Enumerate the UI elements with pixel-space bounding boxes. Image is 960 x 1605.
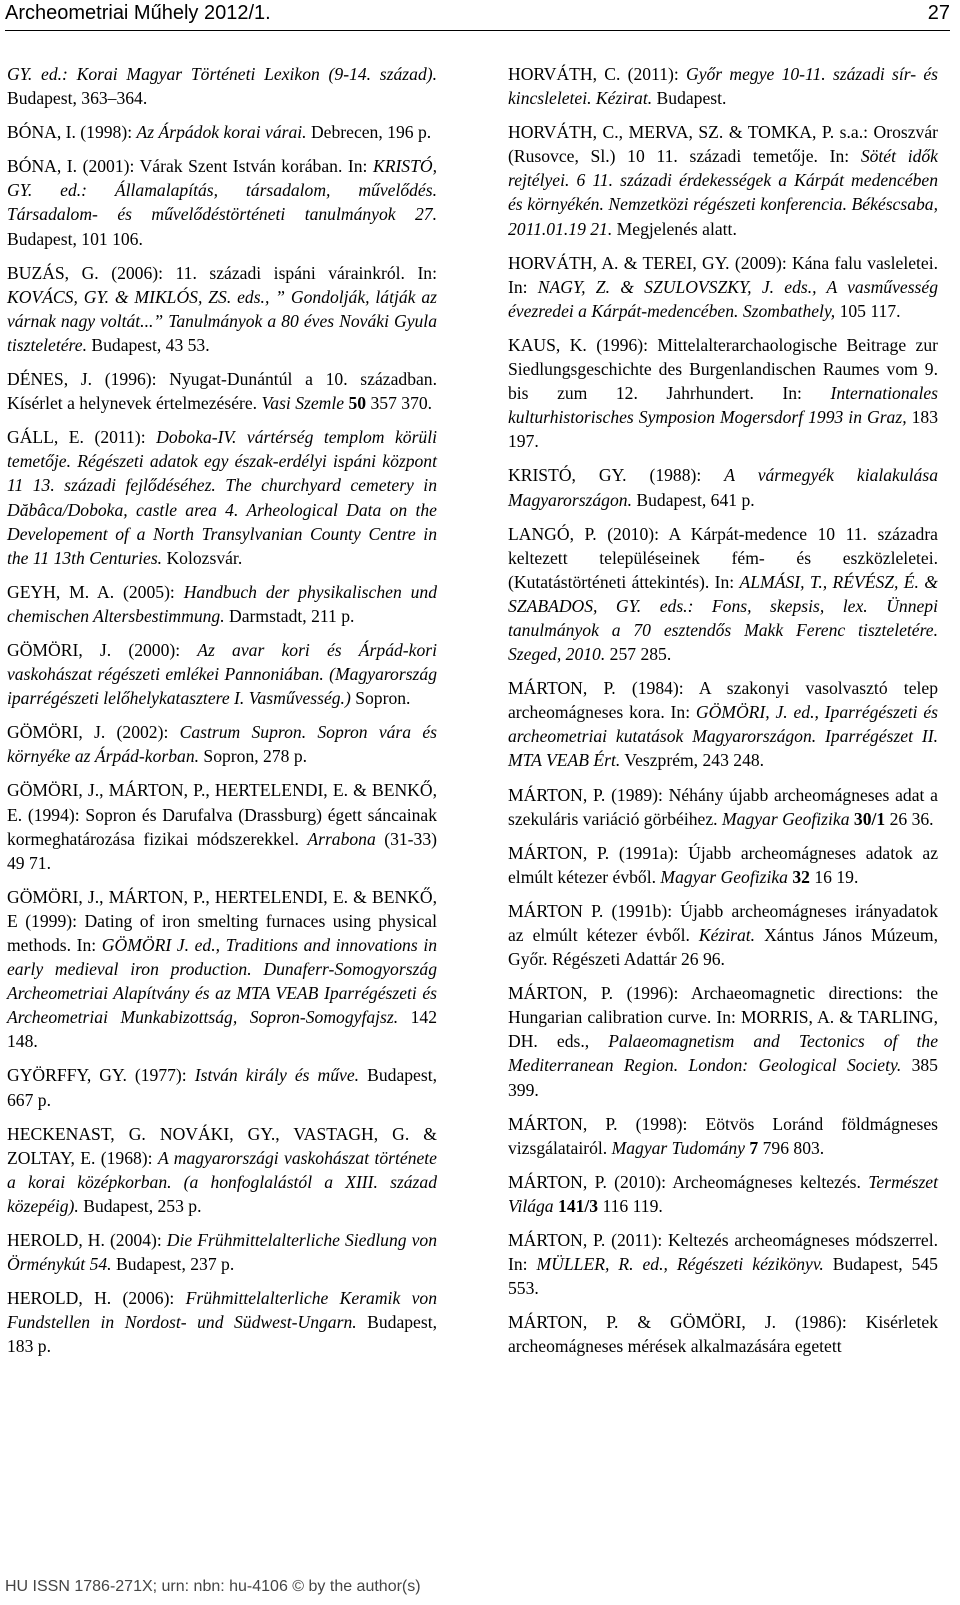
reference-text: HEROLD, H. (2006): bbox=[7, 1288, 186, 1309]
reference-text: Budapest, 183 p. bbox=[7, 1312, 437, 1357]
reference-entry bbox=[508, 120, 938, 240]
reference-entry bbox=[7, 720, 437, 768]
reference-entry bbox=[7, 1286, 437, 1358]
reference-text: A magyarországi vaskohászat története a korai középkorban. (a honfoglalástól a XIII. század közepéig). bbox=[7, 1147, 437, 1216]
reference-entry bbox=[508, 783, 938, 831]
reference-text: 32 bbox=[792, 866, 810, 887]
reference-text: 183 197. bbox=[508, 407, 938, 452]
reference-text: Budapest, 253 p. bbox=[78, 1195, 202, 1216]
reference-text: Magyar Tudomány bbox=[611, 1137, 745, 1158]
reference-text: Magyar Geofizika bbox=[721, 808, 850, 829]
reference-text: DÉNES, J. (1996): Nyugat-Dunántúl a 10. században. Kísérlet a helynevek értelmezésére. bbox=[7, 369, 437, 414]
reference-text: Az Árpádok korai várai. bbox=[136, 122, 307, 143]
header-rule bbox=[5, 30, 950, 31]
reference-entry bbox=[7, 638, 437, 710]
reference-text: 357 370. bbox=[366, 393, 433, 414]
reference-entry bbox=[508, 1112, 938, 1160]
reference-text: Doboka-IV. vártérség templom körüli temetője. Régészeti adatok egy észak-erdélyi ispáni központ 11 13. századi fejlődéséhez. The churchyard cemetery in Dăbâca/Doboka, castle area 4. Arheological Data on the Developement of a North Transylvanian County Centre in the 11 13th Centuries. bbox=[7, 427, 437, 568]
reference-entry bbox=[7, 1063, 437, 1111]
reference-text: Természet Világa bbox=[508, 1171, 938, 1216]
reference-text: Sopron, 278 p. bbox=[199, 746, 308, 767]
reference-text: 141/3 bbox=[558, 1195, 599, 1216]
reference-text: NAGY, Z. & SZULOVSZKY, J. eds., A vasművesség évezredei a Kárpát-medencében. Szombathely, bbox=[508, 276, 938, 321]
reference-text: Die Frühmittelalterliche Siedlung von Örménykút 54. bbox=[7, 1230, 437, 1275]
reference-text: Handbuch der physikalischen und chemischen Altersbestimmung. bbox=[7, 581, 437, 626]
reference-entry bbox=[7, 120, 437, 144]
reference-text: Kézirat. bbox=[698, 925, 756, 945]
running-header bbox=[5, 0, 950, 36]
reference-entry bbox=[508, 676, 938, 772]
reference-entry bbox=[7, 580, 437, 628]
reference-entry bbox=[508, 1310, 938, 1358]
page-number: 27 bbox=[927, 2, 950, 24]
reference-entry bbox=[7, 62, 437, 110]
reference-entry bbox=[508, 333, 938, 453]
reference-text: ALMÁSI, T., RÉVÉSZ, É. & SZABADOS, GY. eds.: Fons, skepsis, lex. Ünnepi tanulmányok a 70 esztendős Makk Ferenc tiszteletére. Szeged, 2010. bbox=[508, 571, 938, 665]
reference-entry bbox=[508, 62, 938, 110]
reference-text: HORVÁTH, C. (2011): bbox=[508, 64, 686, 84]
reference-text: Budapest, 363–364. bbox=[7, 88, 148, 109]
reference-entry bbox=[7, 1122, 437, 1218]
reference-entry bbox=[508, 463, 938, 511]
reference-entry bbox=[508, 522, 938, 667]
reference-text: GEYH, M. A. (2005): bbox=[7, 581, 184, 602]
reference-text: Debrecen, 196 p. bbox=[306, 122, 432, 143]
reference-text: Budapest. bbox=[652, 88, 727, 109]
reference-text: Az avar kori és Árpád-kori vaskohászat régészeti emlékei Pannoniában. (Magyarország iparrégészeti lelőhelykatasztere I. Vasművesség.) bbox=[7, 639, 437, 709]
reference-text: HECKENAST, G. NOVÁKI, GY., VASTAGH, G. & ZOLTAY, E. (1968): bbox=[7, 1123, 437, 1168]
reference-text: 7 bbox=[749, 1137, 759, 1158]
reference-text: Budapest, 237 p. bbox=[111, 1254, 235, 1275]
reference-text: GÖMÖRI J. ed., Traditions and innovations in early medieval iron production. Dunaferr-Somogyország Archeometriai Alapítvány és az MTA VEAB Iparrégészeti és Archeometriai Munkabizottság, Sopron-Somogyfajsz. bbox=[7, 935, 438, 1028]
reference-text: MÁRTON, P. (1984): A szakonyi vasolvasztó telep archeomágneses kora. In: bbox=[508, 678, 938, 723]
reference-entry bbox=[7, 261, 437, 357]
reference-text: 385 399. bbox=[508, 1055, 938, 1100]
reference-text: 796 803. bbox=[758, 1137, 825, 1158]
reference-entry bbox=[7, 367, 437, 415]
reference-text: KOVÁCS, GY. & MIKLÓS, ZS. eds., ” Gondolják, látják az várnak nagy voltát...” Tanulmányok a 80 éves Nováki Gyula tiszteletére. bbox=[7, 286, 437, 355]
reference-text: Veszprém, 243 248. bbox=[620, 750, 765, 771]
reference-text: Budapest, 641 p. bbox=[631, 489, 755, 510]
reference-text: 257 285. bbox=[605, 644, 672, 665]
reference-text: Frühmittelalterliche Keramik von Fundstellen in Nordost- und Südwest-Ungarn. bbox=[7, 1288, 437, 1333]
reference-text: 16 19. bbox=[809, 866, 859, 887]
reference-text: 142 148. bbox=[7, 1007, 437, 1052]
reference-text: KRISTÓ, GY. ed.: Államalapítás, társadalom, művelődés. Társadalom- és művelődéstörténeti tanulmányok 27. bbox=[7, 156, 437, 225]
reference-text: MÁRTON, P. (1989): Néhány újabb archeomágneses adat a szekuláris variáció görbéihez. bbox=[508, 784, 938, 829]
reference-text: MÁRTON, P. & GÖMÖRI, J. (1986): Kisérletek archeomágneses mérések alkalmazására egetett bbox=[508, 1312, 938, 1357]
reference-entry bbox=[508, 1170, 938, 1218]
reference-text: (31-33) 49 71. bbox=[7, 828, 437, 873]
reference-text: Sopron. bbox=[350, 688, 411, 709]
reference-text: 50 bbox=[348, 393, 367, 414]
reference-text: HORVÁTH, A. & TEREI, GY. (2009): Kána falu vasleletei. In: bbox=[508, 252, 938, 297]
reference-text: Internationales kulturhistorisches Symposion Mogersdorf 1993 in Graz, bbox=[508, 383, 938, 428]
reference-text: Budapest, 43 53. bbox=[86, 334, 210, 355]
reference-entry bbox=[7, 885, 437, 1054]
reference-text: MÁRTON, P. (1991a): Újabb archeomágneses adatok az elmúlt kétezer évből. bbox=[508, 842, 938, 887]
reference-text: Budapest, 101 106. bbox=[7, 228, 143, 249]
reference-text: Castrum Supron. Sopron vára és környéke az Árpád-korban. bbox=[7, 722, 437, 767]
reference-text: KAUS, K. (1996): Mittelalterarchaologische Beitrage zur Siedlungsgeschichte des Burgenlandischen Raumes vom 9. bis zum 12. Jahrhundert. In: bbox=[508, 334, 938, 404]
reference-entry bbox=[7, 154, 437, 250]
reference-text: Xántus János Múzeum, Győr. Régészeti Adattár 26 96. bbox=[508, 925, 938, 970]
reference-entry bbox=[508, 981, 938, 1101]
reference-text: Budapest, 545 553. bbox=[508, 1254, 938, 1299]
reference-text: GÖMÖRI, J. (2000): bbox=[7, 639, 198, 660]
reference-entry bbox=[7, 778, 437, 874]
references-right-column bbox=[508, 62, 938, 1369]
reference-text: MÁRTON, P. (2010): Archeomágneses keltezés. bbox=[508, 1171, 869, 1192]
reference-entry bbox=[508, 1228, 938, 1300]
reference-text: Megjelenés alatt. bbox=[612, 218, 737, 239]
reference-entry bbox=[508, 899, 938, 971]
reference-text: GÖMÖRI, J., MÁRTON, P., HERTELENDI, E. & BENKŐ, E (1999): Dating of iron smelting furnaces using physical methods. In: bbox=[7, 886, 437, 955]
reference-text: 105 117. bbox=[835, 300, 901, 321]
reference-text: BUZÁS, G. (2006): 11. századi ispáni várainkról. In: bbox=[7, 262, 437, 283]
reference-text: 26 36. bbox=[885, 808, 934, 829]
reference-text: Vasi Szemle bbox=[261, 393, 345, 414]
reference-text: Magyar Geofizika bbox=[660, 866, 788, 887]
reference-entry bbox=[508, 251, 938, 323]
journal-title: Archeometriai Műhely 2012/1. bbox=[5, 2, 271, 24]
reference-text: GYÖRFFY, GY. (1977): bbox=[7, 1065, 195, 1086]
reference-text: GÖMÖRI, J. (2002): bbox=[7, 722, 180, 743]
reference-text: MÁRTON, P. (1998): Eötvös Loránd földmágneses vizsgálatairól. bbox=[508, 1113, 938, 1158]
reference-text: MÁRTON, P. (1996): Archaeomagnetic directions: the Hungarian calibration curve. In: MORRIS, A. & TARLING, DH. eds., bbox=[508, 983, 938, 1052]
reference-text: 116 119. bbox=[598, 1195, 663, 1216]
footer-issn: HU ISSN 1786-271X; urn: nbn: hu-4106 © by the author(s) bbox=[5, 1578, 421, 1595]
references-left-column bbox=[7, 62, 437, 1369]
reference-text: HEROLD, H. (2004): bbox=[7, 1230, 167, 1251]
reference-text: GÖMÖRI, J. ed., Iparrégészeti és archeometriai kutatások Magyarországon. Iparrégészet II. MTA VEAB Ért. bbox=[508, 702, 938, 771]
reference-text: 30/1 bbox=[853, 808, 886, 829]
reference-text: István király és műve. bbox=[194, 1065, 360, 1086]
reference-entry bbox=[7, 425, 437, 570]
reference-text: Palaeomagnetism and Tectonics of the Mediterranean Region. London: Geological Society. bbox=[508, 1031, 939, 1076]
reference-text: BÓNA, I. (2001): Várak Szent István korában. In: bbox=[7, 156, 373, 177]
reference-text: A vármegyék kialakulása Magyarországon. bbox=[508, 465, 938, 510]
reference-text: KRISTÓ, GY. (1988): bbox=[508, 465, 725, 486]
reference-text: MÁRTON, P. (2011): Keltezés archeomágneses módszerrel. In: bbox=[508, 1230, 938, 1275]
reference-text: MÜLLER, R. ed., Régészeti kézikönyv. bbox=[536, 1254, 824, 1275]
reference-text: Sötét idők rejtélyei. 6 11. századi érdekességek a Kárpát medencében és környékén. Nemzetközi régészeti konferencia. Békéscsaba, 2011.01.19 21. bbox=[508, 146, 938, 239]
reference-text: Kolozsvár. bbox=[162, 547, 243, 568]
reference-text: MÁRTON P. (1991b): Újabb archeomágneses irányadatok az elmúlt kétezer évből. bbox=[508, 900, 938, 945]
reference-text: GÖMÖRI, J., MÁRTON, P., HERTELENDI, E. & BENKŐ, E. (1994): Sopron és Darufalva (Drassburg) égett sáncainak kormeghatározása fizikai módszerekkel. bbox=[7, 780, 437, 849]
reference-text: GÁLL, E. (2011): bbox=[7, 427, 157, 448]
reference-text: Arrabona bbox=[307, 828, 376, 849]
reference-text: GY. ed.: Korai Magyar Történeti Lexikon (9-14. század). bbox=[7, 64, 437, 84]
reference-text: Darmstadt, 211 p. bbox=[224, 605, 355, 626]
reference-entry bbox=[508, 841, 938, 889]
reference-text: Győr megye 10-11. századi sír- és kincsleletei. Kézirat. bbox=[508, 64, 938, 109]
reference-text: LANGÓ, P. (2010): A Kárpát-medence 10 11. századra keltezett településeinek fém- és eszközleletei. (Kutatástörténeti áttekintés). In: bbox=[508, 523, 938, 592]
reference-text: BÓNA, I. (1998): bbox=[7, 122, 137, 143]
reference-text: HORVÁTH, C., MERVA, SZ. & TOMKA, P. s.a.: Oroszvár (Rusovce, Sl.) 10 11. századi temetője. In: bbox=[508, 122, 938, 167]
reference-entry bbox=[7, 1228, 437, 1276]
reference-text: Budapest, 667 p. bbox=[7, 1065, 437, 1110]
